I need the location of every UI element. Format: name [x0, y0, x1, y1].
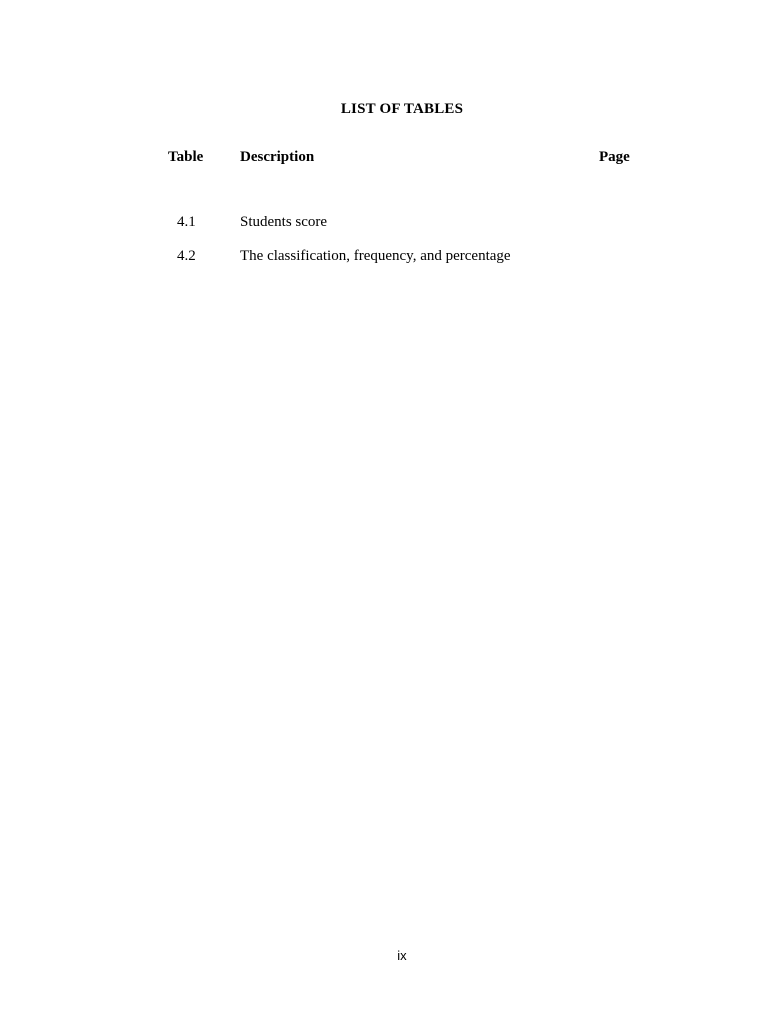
page-title: LIST OF TABLES: [340, 101, 464, 117]
table-row: [0, 248, 768, 282]
header-description: Description: [240, 149, 315, 165]
table-row: [0, 214, 768, 248]
header-page: Page: [599, 149, 630, 165]
table-description: Students score: [240, 214, 328, 230]
table-list: [0, 214, 768, 282]
header-table: Table: [168, 149, 204, 165]
table-description: The classification, frequency, and percentage: [240, 248, 511, 264]
table-number: 4.1: [177, 214, 196, 230]
page-number: ix: [397, 948, 407, 963]
table-header-row: [0, 149, 768, 169]
table-number: 4.2: [177, 248, 196, 264]
